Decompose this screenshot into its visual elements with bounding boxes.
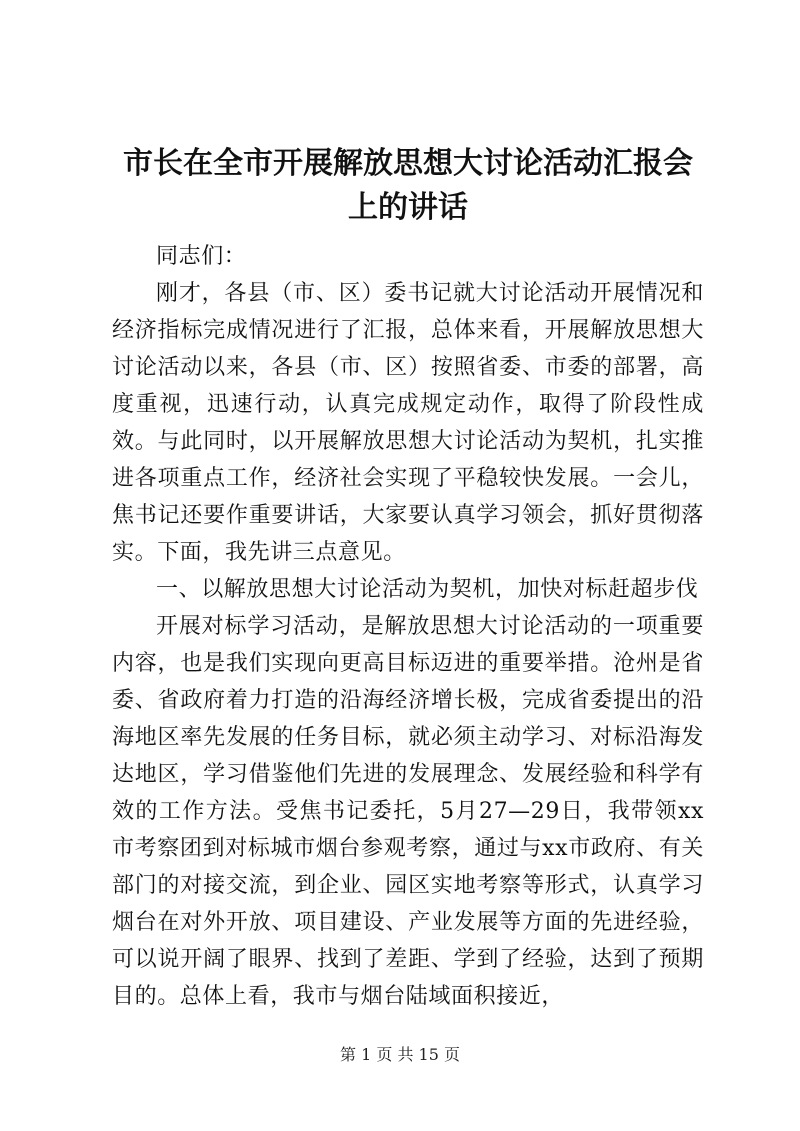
salutation: 同志们： <box>156 244 247 269</box>
section-heading-1: 一、以解放思想大讨论活动为契机，加快对标赶超步伐 <box>156 577 699 602</box>
document-body <box>112 238 704 1015</box>
document-content <box>112 142 704 1015</box>
page-number-footer: 第 1 页 共 15 页 <box>340 1045 460 1064</box>
paragraph-intro: 刚才，各县（市、区）委书记就大讨论活动开展情况和经济指标完成情况进行了汇报，总体来看，开展解放思想大讨论活动以来，各县（市、区）按照省委、市委的部署，高度重视，迅速行动，认真完成规定动作，取得了阶段性成效。与此同时，以开展解放思想大讨论活动为契机，扎实推进各项重点工作，经济社会实现了平稳较快发展。一会儿，焦书记还要作重要讲话，大家要认真学习领会，抓好贯彻落实。下面，我先讲三点意见。 <box>112 281 704 565</box>
paragraph-body: 开展对标学习活动，是解放思想大讨论活动的一项重要内容，也是我们实现向更高目标迈进的重要举措。沧州是省委、省政府着力打造的沿海经济增长极，完成省委提出的沿海地区率先发展的任务目标，就必须主动学习、对标沿海发达地区，学习借鉴他们先进的发展理念、发展经验和科学有效的工作方法。受焦书记委托，5月27—29日，我带领xx市考察团到对标城市烟台参观考察，通过与xx市政府、有关部门的对接交流，到企业、园区实地考察等形式，认真学习烟台在对外开放、项目建设、产业发展等方面的先进经验，可以说开阔了眼界、找到了差距、学到了经验，达到了预期目的。总体上看，我市与烟台陆域面积接近， <box>112 614 704 1009</box>
document-title: 市长在全市开展解放思想大讨论活动汇报会上的讲话 <box>123 146 693 225</box>
